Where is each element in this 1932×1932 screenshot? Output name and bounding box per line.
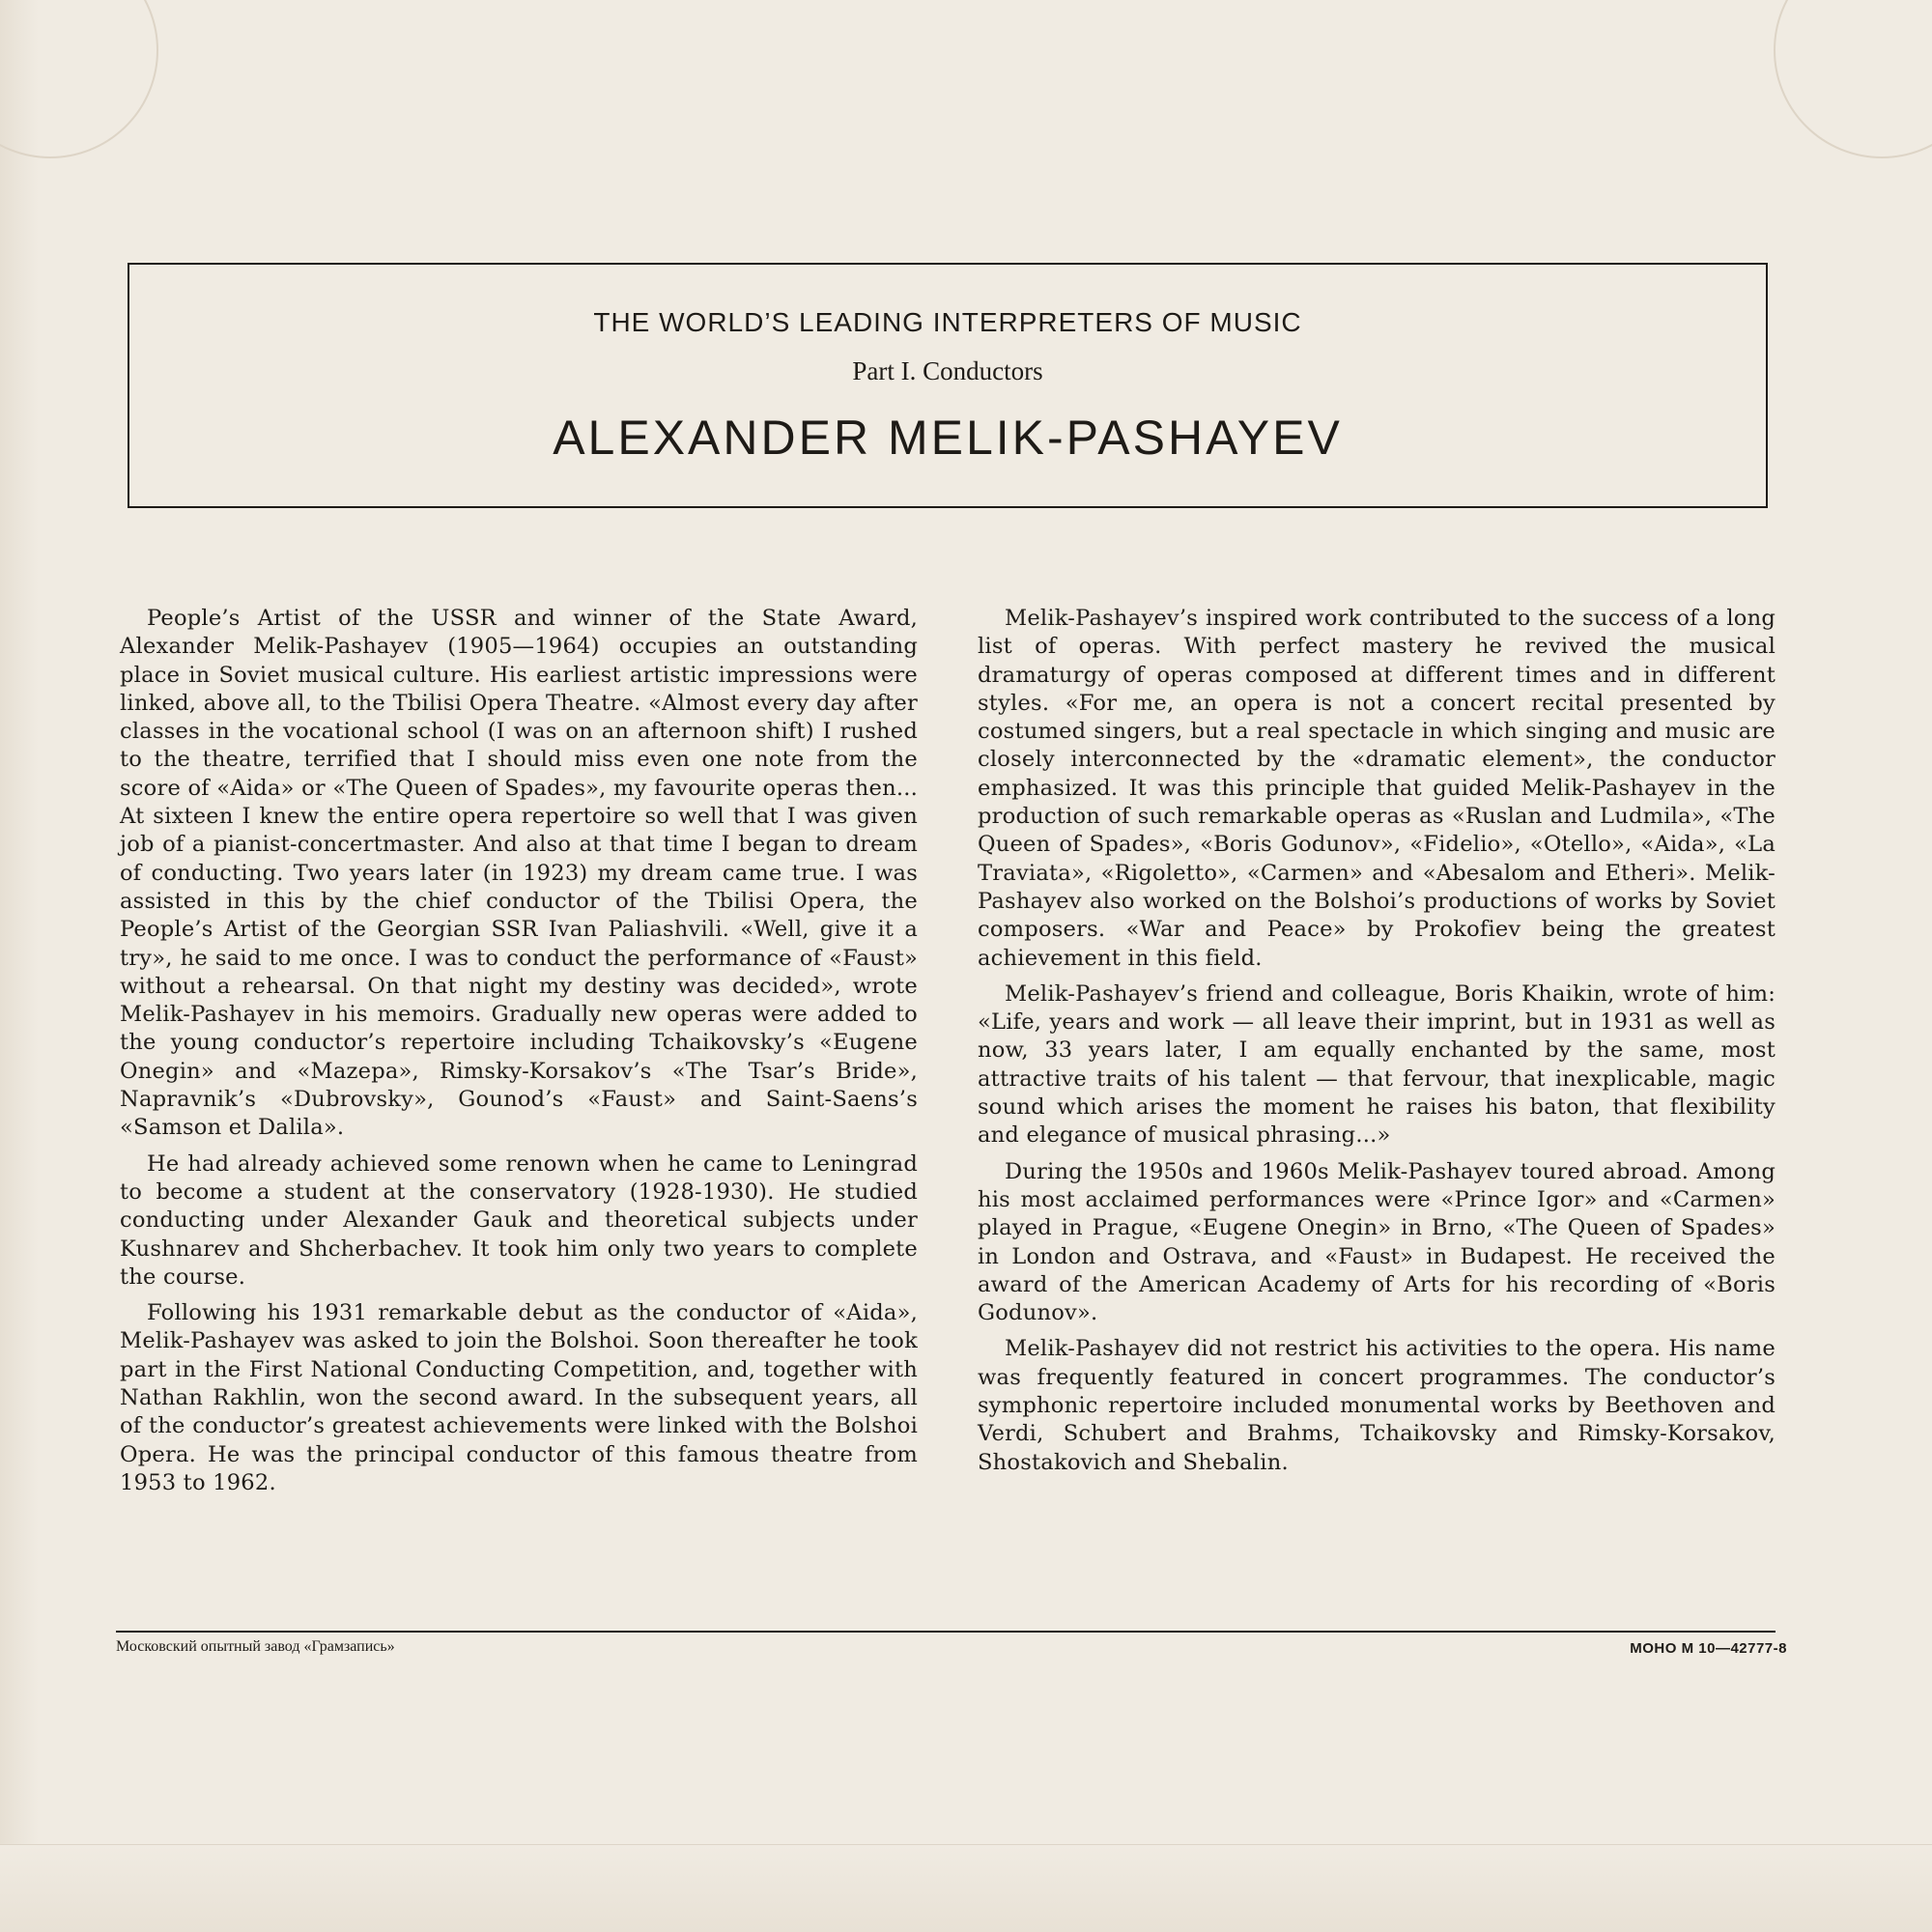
paragraph: Melik-Pashayev’s inspired work contributed to the success of a long list of operas. With perfect mastery he revived the musical dramaturgy of operas composed at different times and in different styles. «For me, an opera is not a concert recital presented by costumed singers, but a real spectacle in which singing and music are closely interconnected by the «dramatic element», the conductor emphasized. It was this principle that guided Melik-Pashayev in the production of such remarkable operas as «Ruslan and Ludmila», «The Queen of Spades», «Boris Godunov», «Fidelio», «Otello», «Aida», «La Traviata», «Rigoletto», «Carmen» and «Abesalom and Etheri». Melik-Pashayev also worked on the Bolshoi’s productions of works by Soviet composers. «War and Peace» by Prokofiev being the greatest achievement in this field. (978, 606, 1776, 971)
sleeve-corner-right (1774, 0, 1932, 158)
catalog-number: МОНО М 10—42777-8 (1630, 1640, 1787, 1657)
paragraph: Melik-Pashayev did not restrict his activities to the opera. His name was frequently featured in concert programmes. The conductor’s symphonic repertoire included monumental works by Beethoven and Verdi, Schubert and Brahms, Tchaikovsky and Rimsky-Korsakov, Shostakovich and Shebalin. (978, 1336, 1776, 1475)
paragraph: During the 1950s and 1960s Melik-Pashayev toured abroad. Among his most acclaimed performances were «Prince Igor» and «Carmen» played in Prague, «Eugene Onegin» in Brno, «The Queen of Spades» in London and Ostrava, and «Faust» in Budapest. He received the award of the American Academy of Arts for his recording of «Boris Godunov». (978, 1158, 1776, 1326)
part-title: Part I. Conductors (852, 356, 1043, 385)
paragraph: Following his 1931 remarkable debut as the conductor of «Aida», Melik-Pashayev was asked to join the Bolshoi. Soon thereafter he took part in the First National Conducting Competition, and, together with Nathan Rakhlin, won the second award. In the subsequent years, all of the conductor’s greatest achievements were linked with the Bolshoi Opera. He was the principal conductor of this famous theatre from 1953 to 1962. (120, 1300, 918, 1495)
title-box (128, 263, 1768, 508)
right-text-column (978, 605, 1776, 1485)
paragraph: Melik-Pashayev’s friend and colleague, Boris Khaikin, wrote of him: «Life, years and work — all leave their imprint, but in 1931 as well as now, 33 years later, I am equally enchanted by the same, most attractive traits of his talent — that fervour, that inexplicable, magic sound which arises the moment he raises his baton, that flexibility and elegance of musical phrasing...» (978, 980, 1776, 1149)
sleeve-corner-left (0, 0, 158, 158)
sleeve-bottom-flap (0, 1844, 1932, 1932)
sleeve-left-flap (0, 0, 39, 1932)
footer-rule (116, 1631, 1776, 1633)
left-text-column (120, 605, 918, 1505)
paragraph: People’s Artist of the USSR and winner of the State Award, Alexander Melik-Pashayev (1905—1964) occupies an outstanding place in Soviet musical culture. His earliest artistic impressions were linked, above all, to the Tbilisi Opera Theatre. «Almost every day after classes in the vocational school (I was on an afternoon shift) I rushed to the theatre, terrified that I should miss even one note from the score of «Aida» or «The Queen of Spades», my favourite operas then... At sixteen I knew the entire opera repertoire so well that I was given job of a pianist-concertmaster. And also at that time I began to dream of conducting. Two years later (in 1923) my dream came true. I was assisted in this by the chief conductor of the Tbilisi Opera, the People’s Artist of the Georgian SSR Ivan Paliashvili. «Well, give it a try», he said to me once. I was to conduct the performance of «Faust» without a rehearsal. On that night my destiny was decided», wrote Melik-Pashayev in his memoirs. Gradually new operas were added to the young conductor’s repertoire including Tchaikovsky’s «Eugene Onegin» and «Mazepa», Rimsky-Korsakov’s «The Tsar’s Bride», Napravnik’s «Dubrovsky», Gounod’s «Faust» and Saint-Saens’s «Samson et Dalila». (120, 606, 918, 1141)
manufacturer-credit: Московский опытный завод «Грамзапись» (116, 1638, 395, 1655)
artist-name: ALEXANDER MELIK-PASHAYEV (553, 411, 1343, 465)
series-title: THE WORLD’S LEADING INTERPRETERS OF MUSIC (593, 307, 1302, 337)
paragraph: He had already achieved some renown when he came to Leningrad to become a student at the conservatory (1928-1930). He studied conducting under Alexander Gauk and theoretical subjects under Kushnarev and Shcherbachev. It took him only two years to complete the course. (120, 1151, 918, 1290)
